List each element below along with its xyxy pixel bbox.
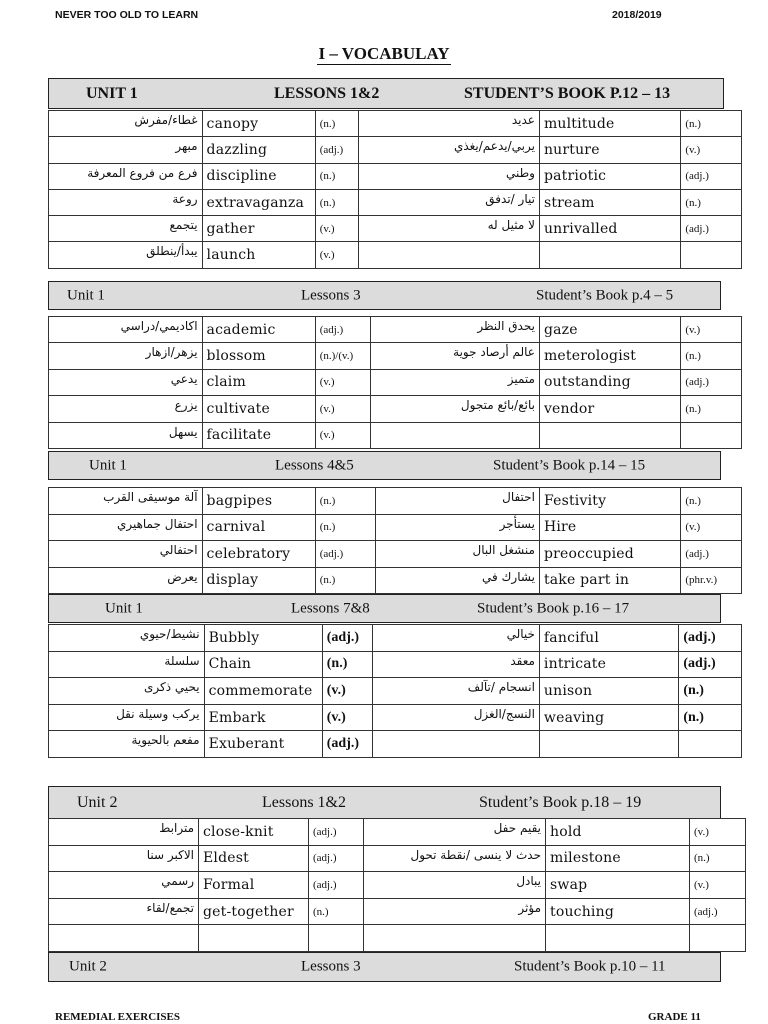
arabic-meaning: الاكبر سنا	[49, 845, 199, 872]
lessons-label: Lessons 4&5	[275, 457, 354, 473]
part-of-speech: (v.)	[681, 514, 742, 541]
english-word: unrivalled	[539, 216, 680, 242]
part-of-speech: (adj.)	[681, 163, 742, 189]
english-word: celebratory	[202, 541, 315, 568]
part-of-speech: (n.)	[679, 704, 742, 731]
table-row	[49, 242, 742, 268]
english-word: touching	[546, 898, 690, 925]
part-of-speech: (v.)	[315, 369, 371, 395]
english-word: Embark	[204, 704, 322, 731]
part-of-speech: (v.)	[315, 422, 371, 448]
arabic-meaning: مفعم بالحيوية	[49, 731, 205, 758]
arabic-meaning: يستأجر	[376, 514, 540, 541]
part-of-speech: (n.)	[681, 343, 742, 369]
part-of-speech: (v.)	[690, 872, 746, 899]
arabic-meaning	[373, 731, 540, 758]
english-word: intricate	[539, 651, 678, 678]
arabic-meaning: يقيم حفل	[364, 819, 546, 846]
arabic-meaning: يعرض	[49, 567, 203, 594]
arabic-meaning: آلة موسيقى القرب	[49, 488, 203, 515]
arabic-meaning: خيالي	[373, 625, 540, 652]
arabic-meaning: يبادل	[364, 872, 546, 899]
header-left: NEVER TOO OLD TO LEARN	[55, 9, 199, 21]
part-of-speech: (n.)	[315, 189, 358, 215]
english-word	[546, 925, 690, 952]
arabic-meaning: منشغل البال	[376, 541, 540, 568]
book-pages-label: Student’s Book p.18 – 19	[479, 793, 642, 811]
book-pages-label: Student’s Book p.14 – 15	[493, 457, 646, 473]
section-header-5	[48, 786, 721, 819]
part-of-speech	[690, 925, 746, 952]
arabic-meaning	[49, 925, 199, 952]
part-of-speech: (n.)	[681, 488, 742, 515]
part-of-speech: (n.)	[315, 111, 358, 137]
page-title: I – VOCABULAY	[318, 44, 450, 63]
table-row	[49, 872, 746, 899]
table-row	[49, 396, 742, 422]
section-header-6	[48, 952, 721, 982]
table-row	[49, 137, 742, 163]
vocabulary-table-4	[48, 624, 742, 758]
part-of-speech: (adj.)	[322, 625, 373, 652]
arabic-meaning: رسمي	[49, 872, 199, 899]
footer-right: GRADE 11	[648, 1011, 701, 1023]
table-row	[49, 369, 742, 395]
english-word: extravaganza	[202, 189, 315, 215]
table-row	[49, 925, 746, 952]
english-word: Formal	[199, 872, 309, 899]
arabic-meaning: متميز	[371, 369, 540, 395]
english-word: hold	[546, 819, 690, 846]
arabic-meaning: غطاء/مفرش	[49, 111, 203, 137]
part-of-speech: (adj.)	[679, 625, 742, 652]
english-word: milestone	[546, 845, 690, 872]
english-word: take part in	[539, 567, 680, 594]
part-of-speech: (n.)	[315, 514, 376, 541]
part-of-speech: (adj.)	[315, 137, 358, 163]
footer-left: REMEDIAL EXERCISES	[55, 1011, 181, 1023]
table-row	[49, 343, 742, 369]
part-of-speech: (n.)	[681, 396, 742, 422]
english-word: gaze	[539, 317, 680, 343]
table-row	[49, 731, 742, 758]
english-word: get-together	[199, 898, 309, 925]
table-row	[49, 819, 746, 846]
part-of-speech: (adj.)	[315, 317, 371, 343]
arabic-meaning: نشيط/حيوي	[49, 625, 205, 652]
part-of-speech: (v.)	[315, 216, 358, 242]
english-word: meterologist	[539, 343, 680, 369]
english-word: Hire	[539, 514, 680, 541]
part-of-speech: (adj.)	[681, 541, 742, 568]
table-row	[49, 514, 742, 541]
part-of-speech: (v.)	[322, 678, 373, 705]
arabic-meaning: سلسلة	[49, 651, 205, 678]
section-header-3	[48, 451, 721, 480]
part-of-speech: (n.)	[681, 189, 742, 215]
section-header-2	[48, 281, 721, 310]
vocabulary-table-2	[48, 316, 742, 449]
arabic-meaning: مؤثر	[364, 898, 546, 925]
table-row	[49, 216, 742, 242]
vocabulary-table-1	[48, 110, 742, 269]
english-word	[199, 925, 309, 952]
table-row	[49, 541, 742, 568]
arabic-meaning: لا مثيل له	[359, 216, 540, 242]
lessons-label: Lessons 7&8	[291, 600, 370, 616]
arabic-meaning: النسج/الغزل	[373, 704, 540, 731]
part-of-speech: (v.)	[690, 819, 746, 846]
english-word: cultivate	[202, 396, 315, 422]
part-of-speech: (n.)	[315, 567, 376, 594]
part-of-speech	[309, 925, 364, 952]
part-of-speech: (v.)	[681, 317, 742, 343]
english-word	[539, 731, 678, 758]
english-word: launch	[202, 242, 315, 268]
arabic-meaning: حدث لا ينسى /نقطة تحول	[364, 845, 546, 872]
english-word: commemorate	[204, 678, 322, 705]
unit-label: UNIT 1	[86, 84, 138, 102]
english-word: bagpipes	[202, 488, 315, 515]
arabic-meaning: يحيي ذكرى	[49, 678, 205, 705]
english-word: unison	[539, 678, 678, 705]
english-word: display	[202, 567, 315, 594]
arabic-meaning: احتفال جماهيري	[49, 514, 203, 541]
arabic-meaning: يبدأ/ينطلق	[49, 242, 203, 268]
book-pages-label: STUDENT’S BOOK P.12 – 13	[464, 84, 671, 102]
arabic-meaning: مبهر	[49, 137, 203, 163]
part-of-speech: (adj.)	[322, 731, 373, 758]
part-of-speech: (n.)	[309, 898, 364, 925]
unit-label: Unit 2	[69, 958, 107, 975]
table-row	[49, 678, 742, 705]
english-word: Festivity	[539, 488, 680, 515]
part-of-speech: (n.)/(v.)	[315, 343, 371, 369]
part-of-speech: (phr.v.)	[681, 567, 742, 594]
arabic-meaning: انسجام /تآلف	[373, 678, 540, 705]
part-of-speech: (v.)	[322, 704, 373, 731]
english-word: Eldest	[199, 845, 309, 872]
book-pages-label: Student’s Book p.16 – 17	[477, 600, 630, 616]
arabic-meaning: اكاديمي/دراسي	[49, 317, 203, 343]
arabic-meaning: يشارك في	[376, 567, 540, 594]
arabic-meaning: تجمع/لقاء	[49, 898, 199, 925]
arabic-meaning: يحدق النظر	[371, 317, 540, 343]
arabic-meaning: احتفال	[376, 488, 540, 515]
unit-label: Unit 2	[77, 793, 118, 811]
arabic-meaning: يتجمع	[49, 216, 203, 242]
english-word: canopy	[202, 111, 315, 137]
english-word: multitude	[539, 111, 680, 137]
arabic-meaning: وطني	[359, 163, 540, 189]
english-word: gather	[202, 216, 315, 242]
english-word: stream	[539, 189, 680, 215]
table-row	[49, 189, 742, 215]
lessons-label: LESSONS 1&2	[274, 84, 380, 102]
arabic-meaning: احتفالي	[49, 541, 203, 568]
table-row	[49, 651, 742, 678]
section-header-4	[48, 594, 721, 623]
english-word: weaving	[539, 704, 678, 731]
part-of-speech	[681, 242, 742, 268]
part-of-speech: (n.)	[679, 678, 742, 705]
english-word: preoccupied	[539, 541, 680, 568]
part-of-speech: (n.)	[322, 651, 373, 678]
unit-label: Unit 1	[67, 287, 105, 303]
arabic-meaning: يدعي	[49, 369, 203, 395]
english-word	[539, 242, 680, 268]
arabic-meaning: عديد	[359, 111, 540, 137]
table-row	[49, 163, 742, 189]
arabic-meaning	[371, 422, 540, 448]
part-of-speech: (adj.)	[315, 541, 376, 568]
lessons-label: Lessons 1&2	[262, 793, 346, 811]
part-of-speech: (adj.)	[679, 651, 742, 678]
table-row	[49, 567, 742, 594]
arabic-meaning: بائع/بائع متجول	[371, 396, 540, 422]
arabic-meaning: يركب وسيلة نقل	[49, 704, 205, 731]
arabic-meaning	[359, 242, 540, 268]
english-word: vendor	[539, 396, 680, 422]
part-of-speech: (n.)	[690, 845, 746, 872]
part-of-speech	[681, 422, 742, 448]
table-row	[49, 317, 742, 343]
english-word	[539, 422, 680, 448]
table-row	[49, 111, 742, 137]
table-row	[49, 898, 746, 925]
table-row	[49, 625, 742, 652]
vocabulary-table-5	[48, 818, 746, 952]
arabic-meaning: يزرع	[49, 396, 203, 422]
book-pages-label: Student’s Book p.10 – 11	[514, 958, 666, 975]
lessons-label: Lessons 3	[301, 287, 361, 303]
part-of-speech: (v.)	[315, 242, 358, 268]
vocabulary-table-3	[48, 487, 742, 594]
english-word: patriotic	[539, 163, 680, 189]
english-word: Bubbly	[204, 625, 322, 652]
english-word: carnival	[202, 514, 315, 541]
part-of-speech: (v.)	[315, 396, 371, 422]
unit-label: Unit 1	[89, 457, 127, 473]
table-row	[49, 704, 742, 731]
part-of-speech	[679, 731, 742, 758]
arabic-meaning: تيار /تدفق	[359, 189, 540, 215]
english-word: Chain	[204, 651, 322, 678]
header-right: 2018/2019	[612, 9, 662, 21]
part-of-speech: (adj.)	[309, 872, 364, 899]
book-pages-label: Student’s Book p.4 – 5	[536, 287, 674, 303]
table-row	[49, 488, 742, 515]
part-of-speech: (adj.)	[681, 369, 742, 395]
english-word: close-knit	[199, 819, 309, 846]
arabic-meaning: يسهل	[49, 422, 203, 448]
arabic-meaning: يربي/يدعم/يغذي	[359, 137, 540, 163]
english-word: academic	[202, 317, 315, 343]
english-word: discipline	[202, 163, 315, 189]
part-of-speech: (adj.)	[681, 216, 742, 242]
english-word: dazzling	[202, 137, 315, 163]
part-of-speech: (n.)	[681, 111, 742, 137]
english-word: outstanding	[539, 369, 680, 395]
english-word: nurture	[539, 137, 680, 163]
arabic-meaning: فرع من فروع المعرفة	[49, 163, 203, 189]
arabic-meaning: يزهر/ازهار	[49, 343, 203, 369]
arabic-meaning	[364, 925, 546, 952]
part-of-speech: (n.)	[315, 163, 358, 189]
english-word: fanciful	[539, 625, 678, 652]
arabic-meaning: روعة	[49, 189, 203, 215]
arabic-meaning: مترابط	[49, 819, 199, 846]
english-word: blossom	[202, 343, 315, 369]
part-of-speech: (adj.)	[690, 898, 746, 925]
part-of-speech: (adj.)	[309, 819, 364, 846]
unit-label: Unit 1	[105, 600, 143, 616]
english-word: Exuberant	[204, 731, 322, 758]
part-of-speech: (adj.)	[309, 845, 364, 872]
part-of-speech: (n.)	[315, 488, 376, 515]
arabic-meaning: معقد	[373, 651, 540, 678]
table-row	[49, 422, 742, 448]
english-word: swap	[546, 872, 690, 899]
lessons-label: Lessons 3	[301, 958, 361, 975]
english-word: claim	[202, 369, 315, 395]
section-header-1	[48, 78, 724, 109]
arabic-meaning: عالم أرصاد جوية	[371, 343, 540, 369]
table-row	[49, 845, 746, 872]
part-of-speech: (v.)	[681, 137, 742, 163]
english-word: facilitate	[202, 422, 315, 448]
